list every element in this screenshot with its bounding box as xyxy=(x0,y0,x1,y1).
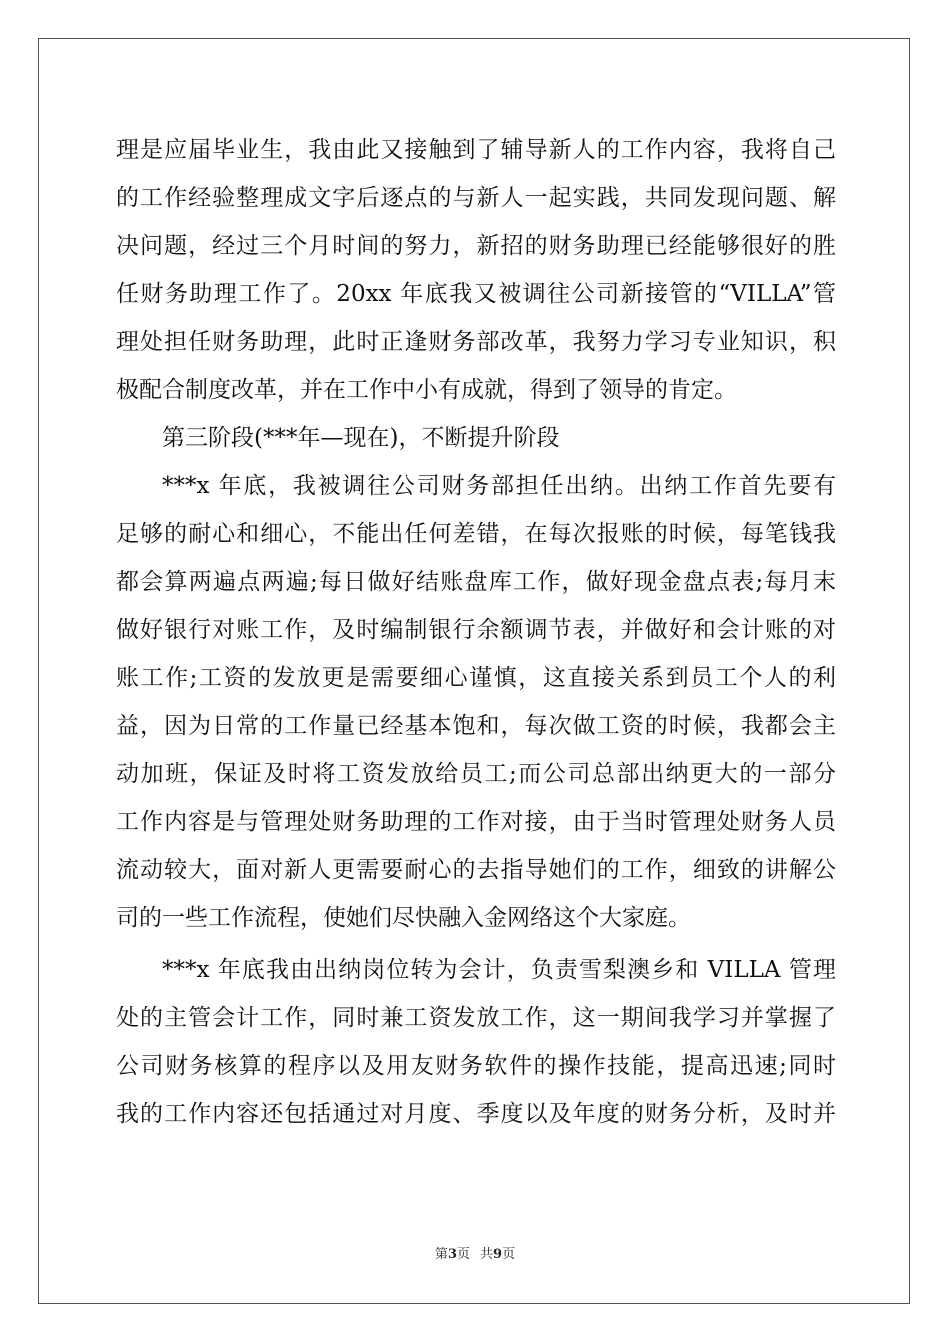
text-line: 理是应届毕业生，我由此又接触到了辅导新人的工作内容，我将自己 xyxy=(116,137,836,163)
text-line: 司的一些工作流程，使她们尽快融入金网络这个大家庭。 xyxy=(116,905,691,931)
page-number: 3 xyxy=(447,1247,457,1262)
text-line: 第三阶段(***年—现在)，不断提升阶段 xyxy=(162,425,560,451)
text-line: 公司财务核算的程序以及用友财务软件的操作技能，提高迅速;同时 xyxy=(116,1053,836,1079)
text-line: 的工作经验整理成文字后逐点的与新人一起实践，共同发现问题、解 xyxy=(116,185,836,211)
text-line: 理处担任财务助理，此时正逢财务部改革，我努力学习专业知识，积 xyxy=(116,329,836,355)
total-suffix: 页 xyxy=(502,1247,516,1262)
page-prefix: 第 xyxy=(434,1247,448,1262)
text-line: 账工作;工资的发放更是需要细心谨慎，这直接关系到员工个人的利 xyxy=(116,665,836,691)
text-line: 极配合制度改革，并在工作中小有成就，得到了领导的肯定。 xyxy=(116,377,737,403)
text-line: 决问题，经过三个月时间的努力，新招的财务助理已经能够很好的胜 xyxy=(116,233,836,259)
total-pages: 9 xyxy=(493,1247,503,1262)
paragraph-4 xyxy=(116,946,836,1138)
text-line: 处的主管会计工作，同时兼工资发放工作，这一期间我学习并掌握了 xyxy=(116,1005,836,1031)
text-line: 任财务助理工作了。20xx 年底我又被调往公司新接管的“VILLA”管 xyxy=(116,281,836,307)
total-prefix: 共 xyxy=(480,1247,494,1262)
text-line: 动加班，保证及时将工资发放给员工;而公司总部出纳更大的一部分 xyxy=(116,761,836,787)
text-line: 都会算两遍点两遍;每日做好结账盘库工作，做好现金盘点表;每月末 xyxy=(116,569,836,595)
page-suffix: 页 xyxy=(456,1247,470,1262)
text-line: 足够的耐心和细心，不能出任何差错，在每次报账的时候，每笔钱我 xyxy=(116,521,836,547)
text-line: ***x 年底，我被调往公司财务部担任出纳。出纳工作首先要有 xyxy=(162,473,836,499)
text-line: 流动较大，面对新人更需要耐心的去指导她们的工作，细致的讲解公 xyxy=(116,857,836,883)
text-line: 工作内容是与管理处财务助理的工作对接，由于当时管理处财务人员 xyxy=(116,809,836,835)
text-line: 做好银行对账工作，及时编制银行余额调节表，并做好和会计账的对 xyxy=(116,617,836,643)
text-line: 益，因为日常的工作量已经基本饱和，每次做工资的时候，我都会主 xyxy=(116,713,836,739)
paragraph-3 xyxy=(116,462,836,942)
text-line: ***x 年底我由出纳岗位转为会计，负责雪梨澳乡和 VILLA 管理 xyxy=(162,957,836,983)
section-heading xyxy=(116,414,836,462)
text-line: 我的工作内容还包括通过对月度、季度以及年度的财务分析，及时并 xyxy=(116,1101,836,1127)
document-body xyxy=(116,126,836,1138)
page-footer xyxy=(0,1247,950,1263)
paragraph-1 xyxy=(116,126,836,414)
